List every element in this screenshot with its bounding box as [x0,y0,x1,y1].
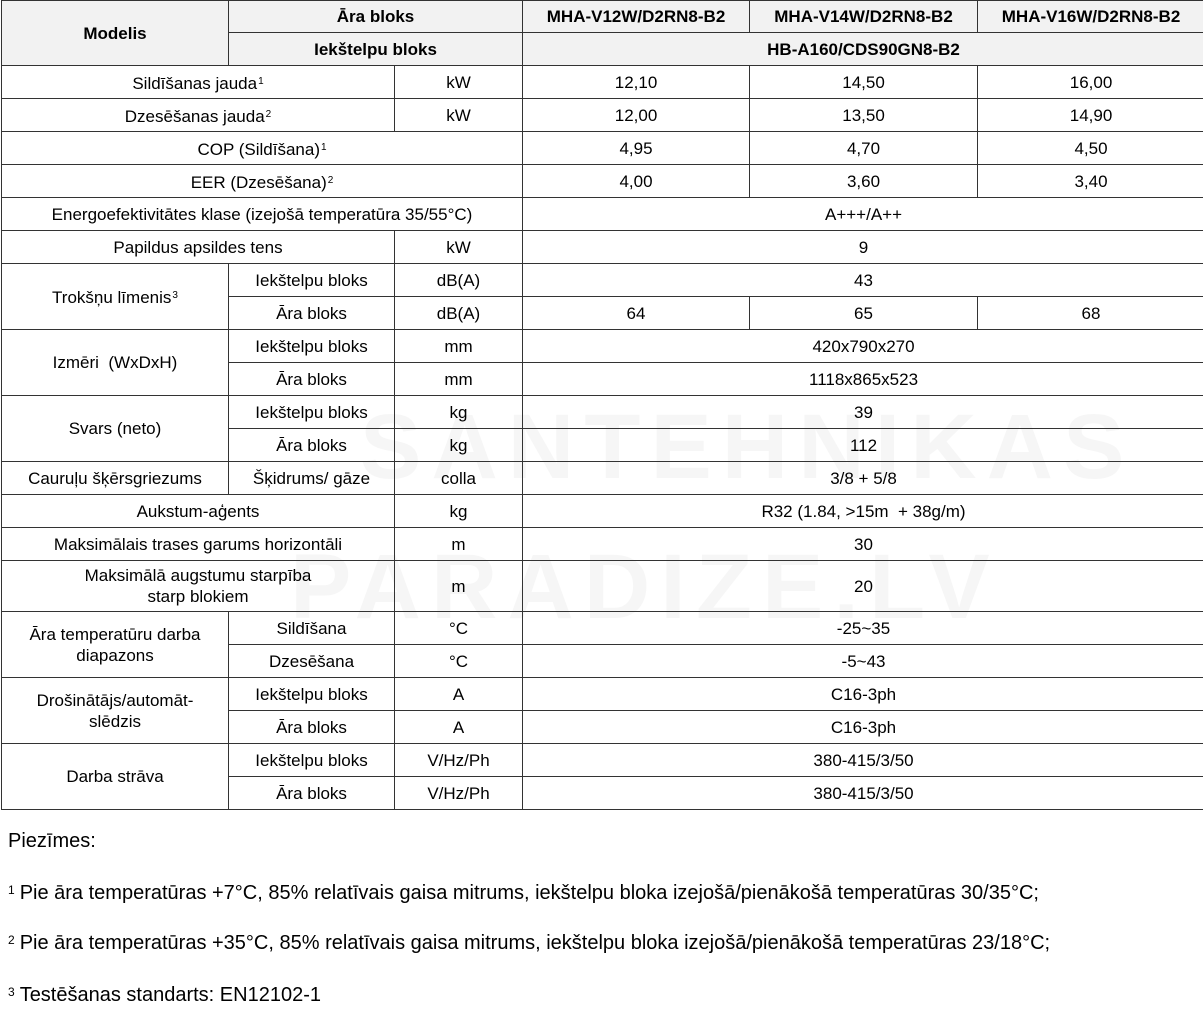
value-cell: C16-3ph [523,678,1203,711]
sub-label: Iekštelpu bloks [229,678,395,711]
value-cell: 4,95 [523,132,750,165]
indoor-unit-header: Iekštelpu bloks [229,33,523,66]
unit-cell: m [395,528,523,561]
outdoor-model-3: MHA-V16W/D2RN8-B2 [978,1,1203,33]
row-cop [2,132,1203,165]
note-text: Testēšanas standarts: EN12102-1 [19,984,321,1006]
sub-label: Iekštelpu bloks [229,744,395,777]
note-text: Pie āra temperatūras +35°C, 85% relatīvais gaisa mitrums, iekštelpu bloka izejošā/pienākošā temperatūras 23/18°C; [19,932,1051,954]
unit-cell: kW [395,66,523,99]
unit-cell: dB(A) [395,264,523,297]
note-number: 3 [8,985,15,999]
value-cell: R32 (1.84, >15m + 38g/m) [523,495,1203,528]
row-label: Cauruļu šķērsgriezums [2,462,229,495]
header-row-outdoor [2,1,1203,33]
note-number: 2 [8,933,15,947]
sub-label: Šķidrums/ gāze [229,462,395,495]
unit-cell: colla [395,462,523,495]
value-cell: 20 [523,561,1203,612]
row-refrigerant [2,495,1203,528]
note-3 [8,984,321,1007]
row-heating-capacity [2,66,1203,99]
value-cell: -25~35 [523,612,1203,645]
sub-label: Iekštelpu bloks [229,264,395,297]
unit-cell: dB(A) [395,297,523,330]
note-2 [8,932,1050,955]
row-label: Sildīšanas jauda$^1$ [2,66,395,99]
row-label: Svars (neto) [2,396,229,462]
row-label: Energoefektivitātes klase (izejošā temperatūra 35/55°C) [2,198,523,231]
value-cell: 3,60 [750,165,978,198]
unit-cell: A [395,678,523,711]
outdoor-unit-header: Āra bloks [229,1,523,33]
model-label: Modelis [2,1,229,66]
row-label: Aukstum-aģents [2,495,395,528]
note-1 [8,882,1039,905]
row-label: COP (Sildīšana)$^1$ [2,132,523,165]
row-noise-indoor [2,264,1203,297]
note-text: Pie āra temperatūras +7°C, 85% relatīvais gaisa mitrums, iekštelpu bloka izejošā/pienākošā temperatūras 30/35°C; [19,882,1039,904]
row-weight-indoor [2,396,1203,429]
value-cell: 14,90 [978,99,1203,132]
value-cell: -5~43 [523,645,1203,678]
sub-label: Dzesēšana [229,645,395,678]
sub-label: Āra bloks [229,711,395,744]
row-label: Maksimālā augstumu starpība starp blokiem [2,561,395,612]
value-cell: A+++/A++ [523,198,1203,231]
value-cell: 64 [523,297,750,330]
unit-cell: V/Hz/Ph [395,744,523,777]
unit-cell: kW [395,99,523,132]
row-dimensions-indoor [2,330,1203,363]
value-cell: 68 [978,297,1203,330]
unit-cell: mm [395,363,523,396]
row-energy-class [2,198,1203,231]
sub-label: Āra bloks [229,363,395,396]
value-cell: 13,50 [750,99,978,132]
unit-cell: °C [395,612,523,645]
row-pipe-diameter [2,462,1203,495]
value-cell: 1118x865x523 [523,363,1203,396]
unit-cell: kg [395,396,523,429]
notes-title: Piezīmes: [8,830,96,852]
sub-label: Iekštelpu bloks [229,396,395,429]
unit-cell: °C [395,645,523,678]
row-power-indoor [2,744,1203,777]
row-eer [2,165,1203,198]
value-cell: 420x790x270 [523,330,1203,363]
unit-cell: m [395,561,523,612]
row-label: EER (Dzesēšana)$^2$ [2,165,523,198]
value-cell: 3/8 + 5/8 [523,462,1203,495]
row-label: Dzesēšanas jauda$^2$ [2,99,395,132]
row-max-height-diff [2,561,1203,612]
unit-cell: A [395,711,523,744]
outdoor-model-1: MHA-V12W/D2RN8-B2 [523,1,750,33]
row-label: Darba strāva [2,744,229,810]
row-label: Drošinātājs/automāt-slēdzis [2,678,229,744]
value-cell: 4,50 [978,132,1203,165]
value-cell: 380-415/3/50 [523,744,1203,777]
row-cooling-capacity [2,99,1203,132]
value-cell: 43 [523,264,1203,297]
value-cell: 3,40 [978,165,1203,198]
sub-label: Āra bloks [229,297,395,330]
unit-cell: V/Hz/Ph [395,777,523,810]
value-cell: 30 [523,528,1203,561]
unit-cell: kg [395,495,523,528]
value-cell: 112 [523,429,1203,462]
sub-label: Āra bloks [229,429,395,462]
note-number: 1 [8,883,15,897]
row-max-pipe-length [2,528,1203,561]
unit-cell: kg [395,429,523,462]
value-cell: C16-3ph [523,711,1203,744]
row-temp-range-heating [2,612,1203,645]
row-label: Trokšņu līmenis$^3$ [2,264,229,330]
value-cell: 380-415/3/50 [523,777,1203,810]
value-cell: 9 [523,231,1203,264]
value-cell: 14,50 [750,66,978,99]
sub-label: Sildīšana [229,612,395,645]
row-backup-heater [2,231,1203,264]
row-label: Papildus apsildes tens [2,231,395,264]
row-breaker-indoor [2,678,1203,711]
value-cell: 16,00 [978,66,1203,99]
row-label: Maksimālais trases garums horizontāli [2,528,395,561]
sub-label: Iekštelpu bloks [229,330,395,363]
indoor-model: HB-A160/CDS90GN8-B2 [523,33,1203,66]
unit-cell: mm [395,330,523,363]
value-cell: 12,10 [523,66,750,99]
value-cell: 4,70 [750,132,978,165]
value-cell: 39 [523,396,1203,429]
row-label: Āra temperatūru darba diapazons [2,612,229,678]
sub-label: Āra bloks [229,777,395,810]
value-cell: 12,00 [523,99,750,132]
value-cell: 65 [750,297,978,330]
unit-cell: kW [395,231,523,264]
value-cell: 4,00 [523,165,750,198]
outdoor-model-2: MHA-V14W/D2RN8-B2 [750,1,978,33]
row-label: Izmēri (WxDxH) [2,330,229,396]
spec-table [1,0,1203,810]
